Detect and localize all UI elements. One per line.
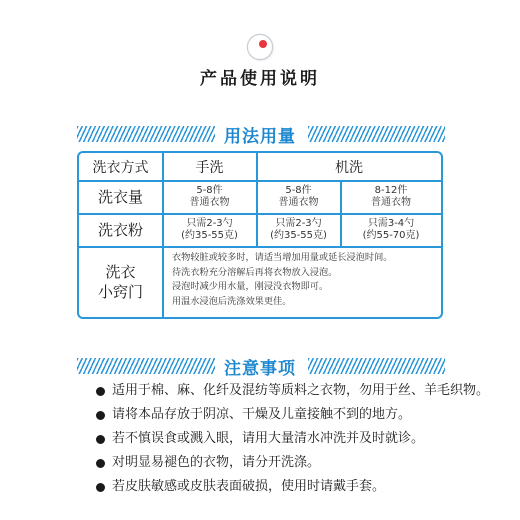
bullet-icon: [96, 411, 105, 420]
column-header-machine-wash: 机洗: [335, 159, 363, 176]
table-cell: 只需2-3勺 (约35-55克): [181, 218, 238, 241]
column-header-method: 洗衣方式: [92, 159, 149, 176]
table-cell: 只需2-3勺 (约35-55克): [270, 218, 327, 241]
usage-table: [77, 151, 443, 319]
notes-list: [96, 381, 496, 501]
tips-text: [172, 251, 442, 309]
brand-logo-icon: [248, 35, 272, 59]
row-label-laundry-amount: 洗衣量: [97, 188, 143, 206]
usage-section-title: 用法用量: [224, 127, 296, 147]
list-item: 请将本品存放于阴凉、干燥及儿童接触不到的地方。: [96, 405, 496, 425]
tip-line: 衣物较脏或较多时，请适当增加用量或延长浸泡时间。: [172, 252, 393, 263]
list-item: 若不慎误食或溅入眼，请用大量清水冲洗并及时就诊。: [96, 429, 496, 449]
table-cell: 8-12件 普通衣物: [371, 185, 411, 208]
list-item: 适用于棉、麻、化纤及混纺等质料之衣物，勿用于丝、羊毛织物。: [96, 381, 496, 401]
column-header-hand-wash: 手洗: [195, 159, 224, 176]
list-item: 若皮肤敏感或皮肤表面破损，使用时请戴手套。: [96, 477, 496, 497]
table-cell: 只需3-4勺 (约55-70克): [362, 218, 420, 241]
row-label-powder-amount: 洗衣粉: [97, 221, 143, 239]
table-cell: 5-8件 普通衣物: [189, 185, 230, 208]
tip-line: 待洗衣粉充分溶解后再将衣物放入浸泡。: [172, 266, 338, 278]
bullet-icon: [96, 435, 105, 444]
table-cell: 5-8件 普通衣物: [278, 185, 319, 208]
list-item: 对明显易褪色的衣物，请分开洗涤。: [96, 453, 496, 473]
bullet-icon: [96, 459, 105, 468]
bullet-icon: [96, 387, 105, 396]
tip-line: 浸泡时减少用水量，刚浸没衣物即可。: [172, 281, 329, 292]
tip-line: 用温水浸泡后洗涤效果更佳。: [172, 295, 292, 307]
notes-section-title: 注意事项: [224, 359, 296, 379]
usage-section-header: [0, 120, 520, 148]
notes-section-header: [0, 352, 520, 380]
row-label-tips: 洗衣 小窍门: [97, 263, 143, 301]
page-title: 产品使用说明: [200, 69, 320, 89]
bullet-icon: [96, 483, 105, 492]
